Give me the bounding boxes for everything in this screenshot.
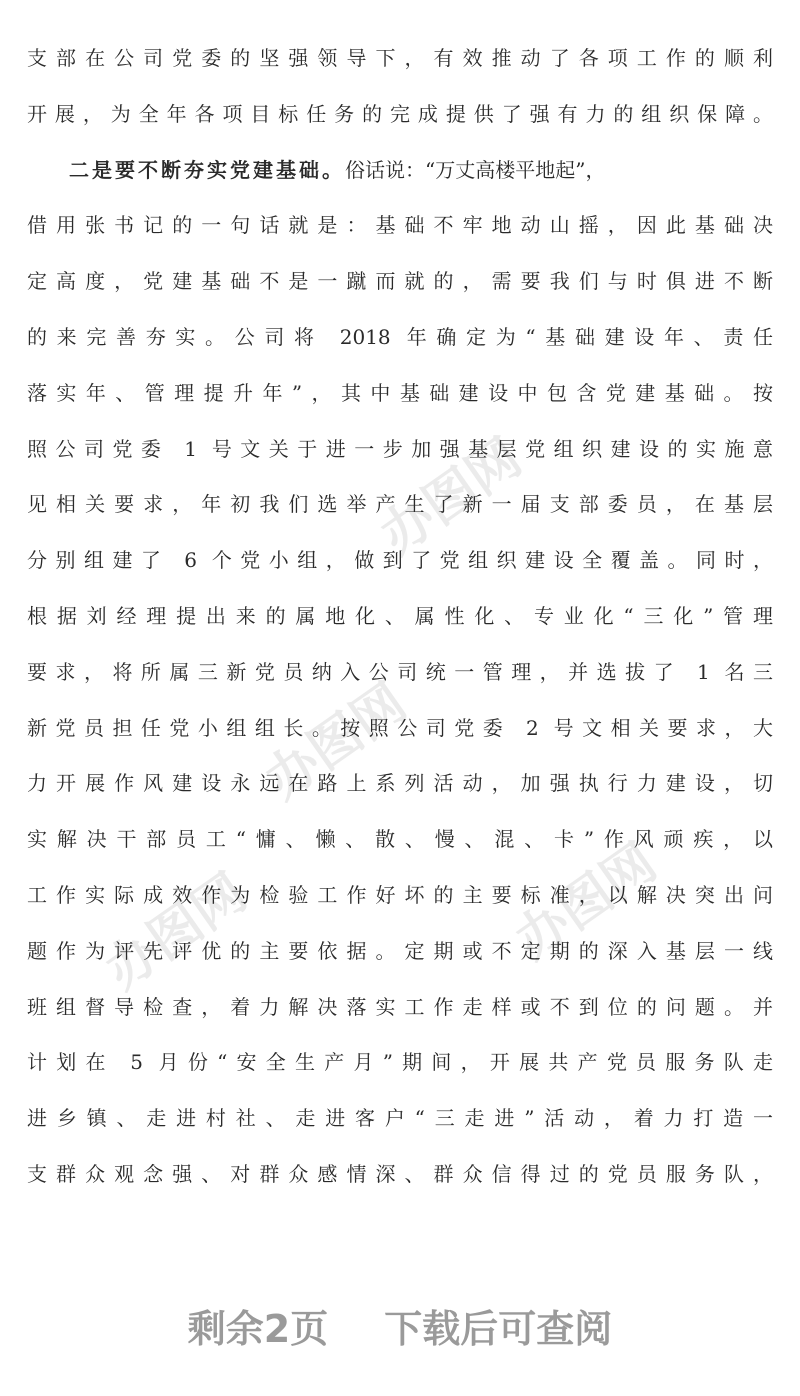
- watermark: 办图网: [255, 672, 418, 812]
- document-body: [27, 36, 773, 1208]
- watermark: 办图网: [505, 832, 668, 972]
- download-prompt-banner[interactable]: [0, 1290, 800, 1360]
- text-line: 进乡镇、走进村社、走进客户“三走进”活动，着力打造一: [27, 1106, 773, 1131]
- section-heading-line: [27, 148, 773, 204]
- text-line: 新党员担任党小组组长。按照公司党委 2 号文相关要求，大: [27, 715, 773, 740]
- text-line: 支部在公司党委的坚强领导下，有效推动了各项工作的顺利: [27, 46, 773, 70]
- text-line: 照公司党委 1 号文关于进一步加强基层党组织建设的实施意: [27, 436, 773, 461]
- text-run: 俗话说：“万丈高楼平地起”，: [345, 157, 606, 182]
- text-line: 要求，将所属三新党员纳入公司统一管理，并选拔了 1 名三: [27, 659, 773, 684]
- text-line: 工作实际成效作为检验工作好坏的主要标准，以解决突出问: [27, 882, 773, 907]
- text-line: 的来完善夯实。公司将 2018 年确定为“基础建设年、责任: [27, 324, 773, 349]
- watermark: 办图网: [95, 862, 258, 1002]
- text-line: 支群众观念强、对群众感情深、群众信得过的党员服务队，: [27, 1161, 773, 1186]
- text-line: 计划在 5 月份“安全生产月”期间，开展共产党员服务队走: [27, 1050, 773, 1075]
- text-line: 见相关要求，年初我们选举产生了新一届支部委员，在基层: [27, 492, 773, 517]
- text-line: 班组督导检查，着力解决落实工作走样或不到位的问题。并: [27, 994, 773, 1019]
- text-line: 定高度，党建基础不是一蹴而就的，需要我们与时俱进不断: [27, 269, 773, 294]
- text-line: 落实年、管理提升年”，其中基础建设中包含党建基础。按: [27, 380, 773, 405]
- text-line: 力开展作风建设永远在路上系列活动，加强执行力建设，切: [27, 771, 773, 796]
- text-line: 开展，为全年各项目标任务的完成提供了强有力的组织保障。: [27, 101, 773, 126]
- watermark: 办图网: [370, 427, 533, 567]
- text-line: 题作为评先评优的主要依据。定期或不定期的深入基层一线: [27, 938, 773, 963]
- text-line: 实解决干部员工“慵、懒、散、慢、混、卡”作风顽疾，以: [27, 827, 773, 852]
- text-line: 分别组建了 6 个党小组，做到了党组织建设全覆盖。同时，: [27, 548, 773, 573]
- download-hint-label[interactable]: 下载后可查阅: [384, 1306, 613, 1351]
- text-line: 根据刘经理提出来的属地化、属性化、专业化“三化”管理: [27, 603, 773, 628]
- text-line: 借用张书记的一句话就是：基础不牢地动山摇，因此基础决: [27, 213, 773, 238]
- remaining-pages-label[interactable]: 剩余2页: [187, 1306, 329, 1351]
- section-heading: 二是要不断夯实党建基础。: [69, 157, 345, 182]
